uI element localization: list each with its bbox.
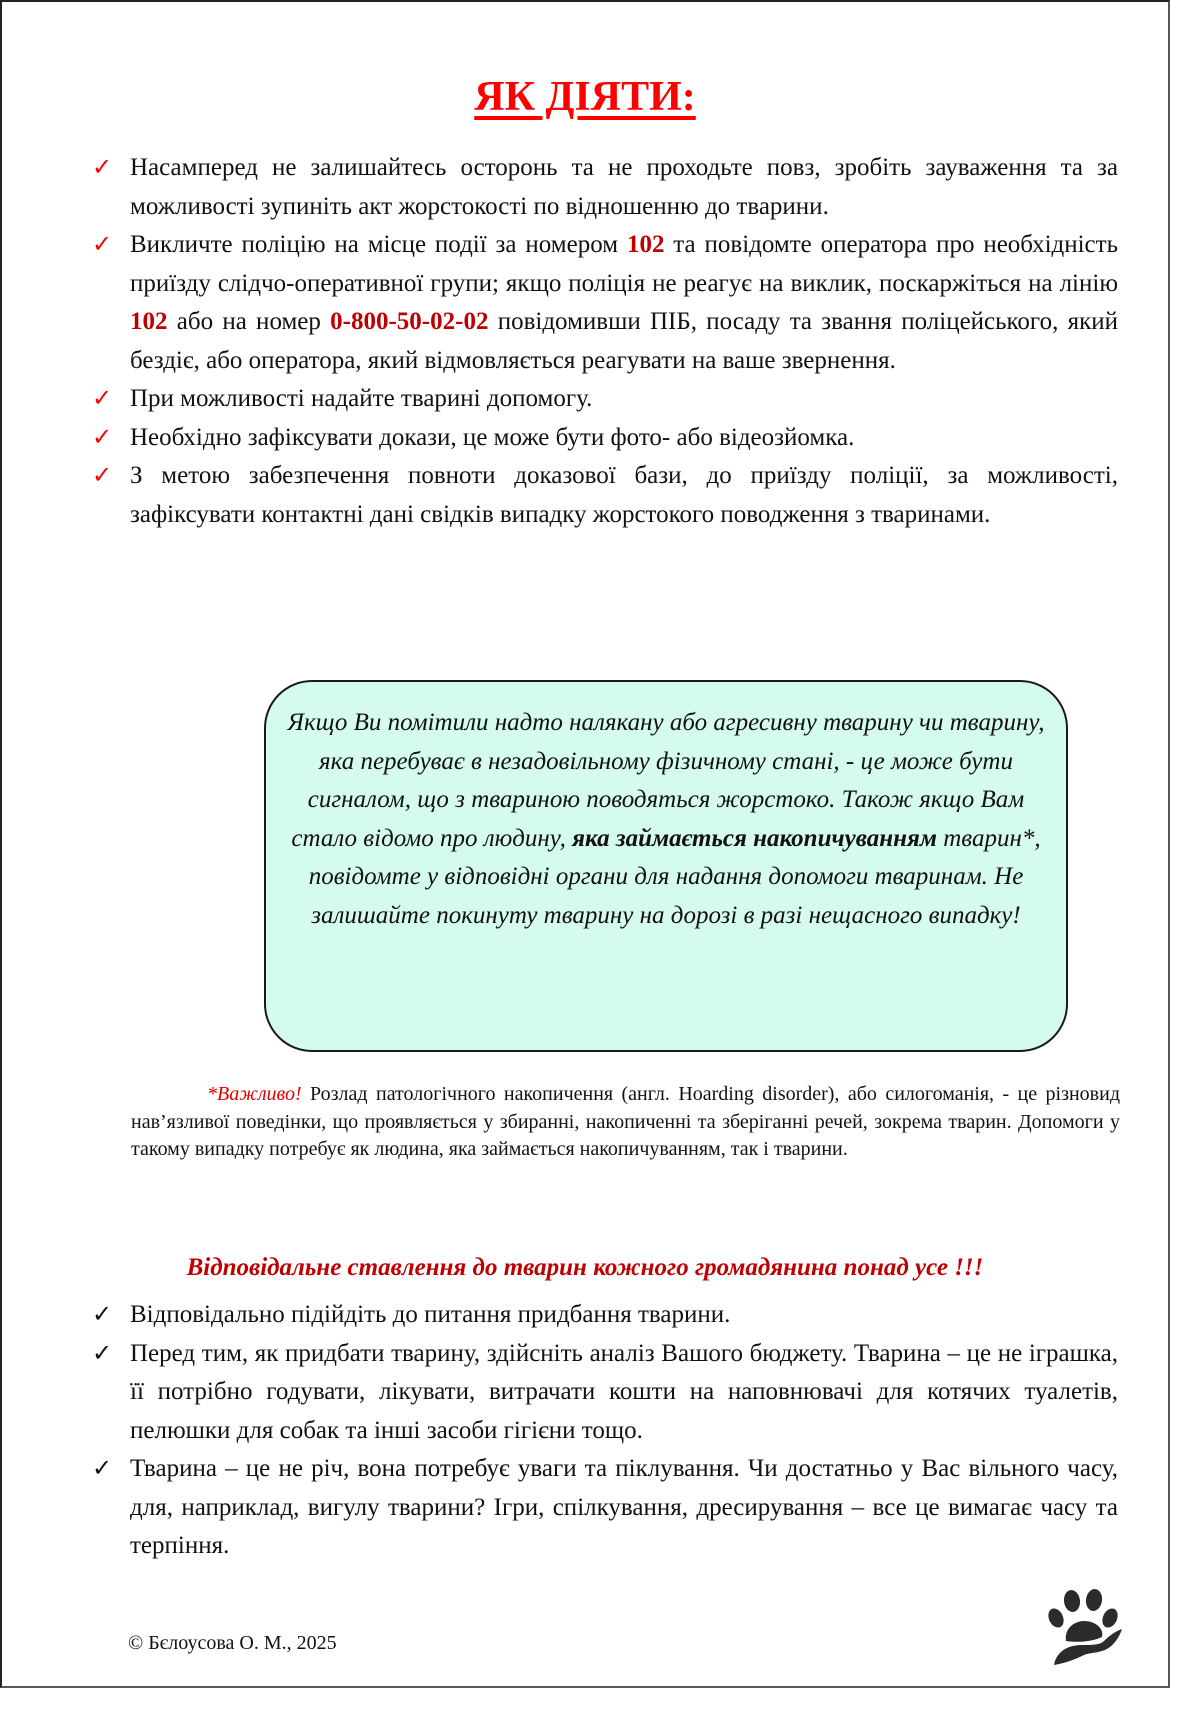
footnote-text: Розлад патологічного накопичення (англ. Hoarding disorder), або силогоманія, - це різновид нав’язливої поведінки, що проявляється у збиранні, накопиченні та зберіганні речей, зокрема тварин. Допомоги у такому випадку потребує як людина, яка займається накопичуванням, так і тварини.: [131, 1083, 1120, 1160]
list-item-text: При можливості надайте тварині допомогу.: [130, 385, 593, 412]
copyright-text: © Бєлоусова О. М., 2025: [128, 1632, 337, 1654]
checkmark-icon: ✓: [92, 232, 113, 258]
paw-in-hand-icon: [1044, 1585, 1134, 1669]
page-title: ЯК ДІЯТИ:: [474, 74, 696, 120]
footnote: [131, 1081, 1120, 1164]
checkmark-icon: ✓: [92, 1340, 113, 1367]
list-item-text: Викличте поліцію на місце події за номером: [130, 231, 627, 258]
warning-callout-box: [264, 680, 1068, 1052]
responsibility-list: [88, 1296, 1118, 1566]
list-item-text: Відповідально підійдіть до питання придбання тварини.: [130, 1301, 731, 1328]
list-item-text: Перед тим, як придбати тварину, здійсніть аналіз Вашого бюджету. Тварина – це не іграшка, її потрібно годувати, лікувати, витрачати кошти на наповнювачі для котячих туалетів, пелюшки для собак та інші засоби гігієни тощо.: [130, 1339, 1118, 1444]
list-item-text: З метою забезпечення повноти доказової бази, до приїзду поліції, за можливості, зафіксувати контактні дані свідків випадку жорстокого поводження з тваринами.: [130, 462, 1118, 528]
checkmark-icon: ✓: [92, 386, 113, 412]
checkmark-icon: ✓: [92, 424, 113, 451]
checkmark-icon: ✓: [92, 1456, 113, 1482]
list-item: [88, 226, 1118, 380]
callout-text: тварин*, повідомте у відповідні органи для надання допомоги тваринам. Не залишайте покинуту тварину на дорозі в разі нещасного випадку!: [308, 824, 1041, 929]
list-item-text: та повідомте оператора про необхідність приїзду слідчо-оперативної групи; якщо поліція не реагує на виклик, поскаржіться на лінію: [130, 231, 1118, 297]
police-number: 102: [626, 231, 665, 258]
slogan-heading: Відповідальне ставлення до тварин кожного громадянина понад усе !!!: [186, 1254, 984, 1281]
hotline-number: 0-800-50-02-02: [330, 308, 489, 335]
list-item-text: Насамперед не залишайтесь осторонь та не проходьте повз, зробіть зауваження та за можливості зупиніть акт жорстокості по відношенню до тварини.: [130, 154, 1118, 220]
list-item-text: Тварина – це не річ, вона потребує уваги та піклування. Чи достатньо у Вас вільного часу, для, наприклад, вигулу тварини? Ігри, спілкування, дресирування – все це вимагає часу та терпіння.: [130, 1455, 1118, 1559]
callout-emphasis: яка займається накопичуванням: [572, 824, 937, 852]
list-item-text: Необхідно зафіксувати докази, це може бути фото- або відеозйомка.: [130, 423, 855, 451]
list-item: [88, 419, 1118, 458]
actions-list: [88, 149, 1118, 534]
list-item: [88, 149, 1118, 226]
checkmark-icon: ✓: [92, 463, 113, 489]
list-item-text: повідомивши ПІБ, посаду та звання поліцейського, який бездіє, або оператора, який відмовляється реагувати на ваше звернення.: [130, 308, 1118, 374]
police-number: 102: [130, 308, 168, 335]
list-item: [88, 1335, 1118, 1451]
checkmark-icon: ✓: [92, 1302, 113, 1328]
list-item: [88, 1450, 1118, 1566]
callout-text: Якщо Ви помітили надто налякану або агресивну тварину чи тварину, яка перебуває в незадовільному фізичному стані, - це може бути сигналом, що з твариною поводяться жорстоко. Також якщо Вам стало відомо про людину,: [287, 709, 1045, 852]
list-item: [88, 380, 1118, 419]
list-item-text: або на номер: [167, 308, 331, 335]
footnote-label: *Важливо!: [207, 1083, 302, 1105]
checkmark-icon: ✓: [92, 155, 113, 181]
list-item: [88, 1296, 1118, 1335]
list-item: [88, 457, 1118, 534]
